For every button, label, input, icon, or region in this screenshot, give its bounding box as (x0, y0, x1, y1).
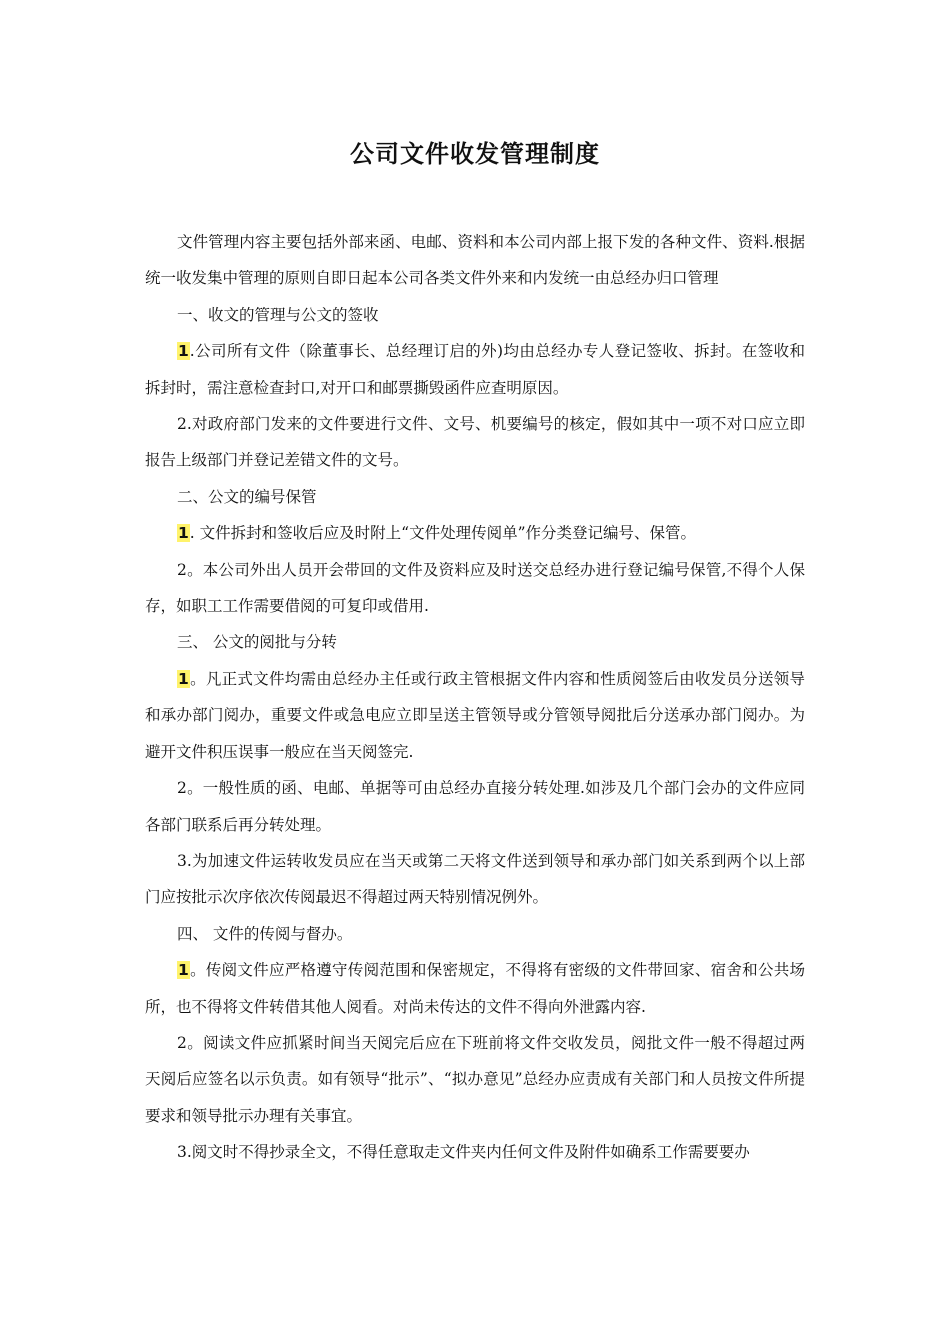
item-text: .为加速文件运转收发员应在当天或第二天将文件送到领导和承办部门如关系到两个以上部门应按批示次序依次传阅最迟不得超过两天特别情况例外。 (145, 851, 805, 907)
item-text: . 文件拆封和签收后应及时附上“文件处理传阅单”作分类登记编号、保管。 (189, 524, 697, 543)
item-text: 。一般性质的函、电邮、单据等可由总经办直接分转处理.如涉及几个部门会办的文件应同各部门联系后再分转处理。 (145, 779, 805, 834)
item-number: 2 (177, 779, 187, 798)
list-item (145, 552, 805, 625)
list-item (145, 952, 805, 1025)
section-heading: 二、公文的编号保管 (177, 487, 317, 506)
item-text: 。传阅文件应严格遵守传阅范围和保密规定，不得将有密级的文件带回家、宿舍和公共场所，也不得将文件转借其他人阅看。对尚未传达的文件不得向外泄露内容. (145, 961, 805, 1016)
item-number: 2 (177, 560, 187, 579)
list-item (145, 843, 805, 916)
list-item (145, 406, 805, 479)
item-text: 。凡正式文件均需由总经办主任或行政主管根据文件内容和性质阅签后由收发员分送领导和承办部门阅办，重要文件或急电应立即呈送主管领导或分管领导阅批后分送承办部门阅办。为避开文件积压误事一般应在当天阅签完. (145, 669, 805, 761)
list-item (145, 1025, 805, 1134)
list-item (145, 515, 805, 551)
item-text: 。本公司外出人员开会带回的文件及资料应及时送交总经办进行登记编号保管,不得个人保存，如职工工作需要借阅的可复印或借用. (145, 560, 805, 616)
item-text: .阅文时不得抄录全文，不得任意取走文件夹内任何文件及附件如确系工作需要要办 (186, 1143, 750, 1162)
item-text: .公司所有文件（除董事长、总经理订启的外)均由总经办专人登记签收、拆封。在签收和拆封时，需注意检查封口,对开口和邮票撕毁函件应查明原因。 (145, 342, 805, 397)
list-item (145, 661, 805, 770)
document-title: 公司文件收发管理制度 (350, 140, 600, 168)
list-item (145, 333, 805, 406)
item-number: 1 (178, 961, 189, 980)
section-heading: 四、 文件的传阅与督办。 (177, 924, 353, 943)
list-item (145, 1134, 805, 1170)
item-number: 1 (178, 669, 189, 688)
document-body (145, 224, 805, 1171)
item-number: 1 (178, 524, 189, 543)
list-item (145, 770, 805, 843)
item-text: 。阅读文件应抓紧时间当天阅完后应在下班前将文件交收发员，阅批文件一般不得超过两天阅后应签名以示负责。如有领导“批示”、“拟办意见”总经办应责成有关部门和人员按文件所提要求和领导批示办理有关事宜。 (145, 1033, 805, 1125)
item-number: 2 (177, 1033, 187, 1052)
intro-paragraph: 文件管理内容主要包括外部来函、电邮、资料和本公司内部上报下发的各种文件、资料.根据统一收发集中管理的原则自即日起本公司各类文件外来和内发统一由总经办归口管理 (145, 233, 805, 288)
item-number: 2 (177, 415, 187, 434)
item-number: 3 (177, 1143, 187, 1162)
item-text: .对政府部门发来的文件要进行文件、文号、机要编号的核定，假如其中一项不对口应立即报告上级部门并登记差错文件的文号。 (145, 415, 805, 470)
item-number: 1 (178, 342, 189, 361)
section-heading: 三、 公文的阅批与分转 (177, 633, 337, 652)
section-heading: 一、收文的管理与公文的签收 (177, 305, 379, 324)
item-number: 3 (177, 851, 187, 870)
